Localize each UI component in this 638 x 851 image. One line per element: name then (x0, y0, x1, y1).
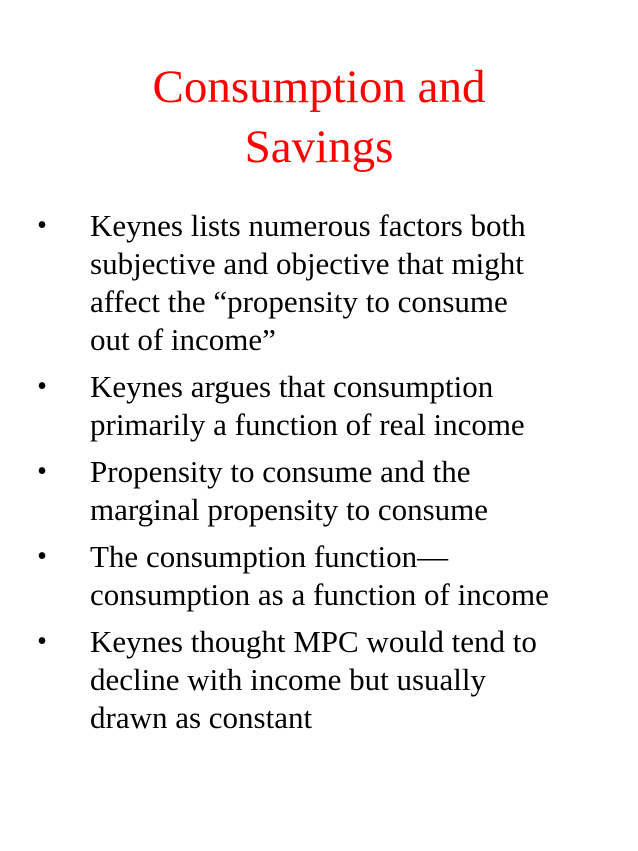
bullet-icon: • (37, 371, 47, 402)
bullet-text-line: decline with income but usually (90, 662, 487, 697)
bullet-text-line: Keynes lists numerous factors both (90, 208, 526, 243)
bullet-item-consumption-function (28, 538, 618, 614)
bullet-item-propensity (28, 453, 618, 529)
bullet-text-line: Propensity to consume and the (90, 454, 471, 489)
bullet-text-line: The consumption function— (90, 539, 449, 574)
bullet-icon: • (37, 456, 47, 487)
bullet-text-line: consumption as a function of income (90, 577, 549, 612)
bullet-text-line: Keynes thought MPC would tend to (90, 624, 537, 659)
bullet-text-line: marginal propensity to consume (90, 492, 489, 527)
bullet-item-factors (28, 207, 618, 359)
slide-title-line-2: Savings (244, 121, 394, 173)
bullet-text-line: affect the “propensity to consume (90, 284, 508, 319)
bullet-text-line: out of income” (90, 322, 276, 357)
bullet-icon: • (37, 541, 47, 572)
bullet-icon: • (37, 210, 47, 241)
slide-title-line-1: Consumption and (152, 61, 486, 113)
bullet-text-line: drawn as constant (90, 700, 313, 735)
bullet-item-real-income (28, 368, 618, 444)
bullet-item-mpc (28, 623, 618, 737)
slide-title (0, 57, 638, 177)
bullet-text-line: Keynes argues that consumption (90, 369, 494, 404)
bullet-text-line: primarily a function of real income (90, 407, 525, 442)
bullet-icon: • (37, 626, 47, 657)
bullet-list (28, 207, 618, 746)
bullet-text-line: subjective and objective that might (90, 246, 524, 281)
